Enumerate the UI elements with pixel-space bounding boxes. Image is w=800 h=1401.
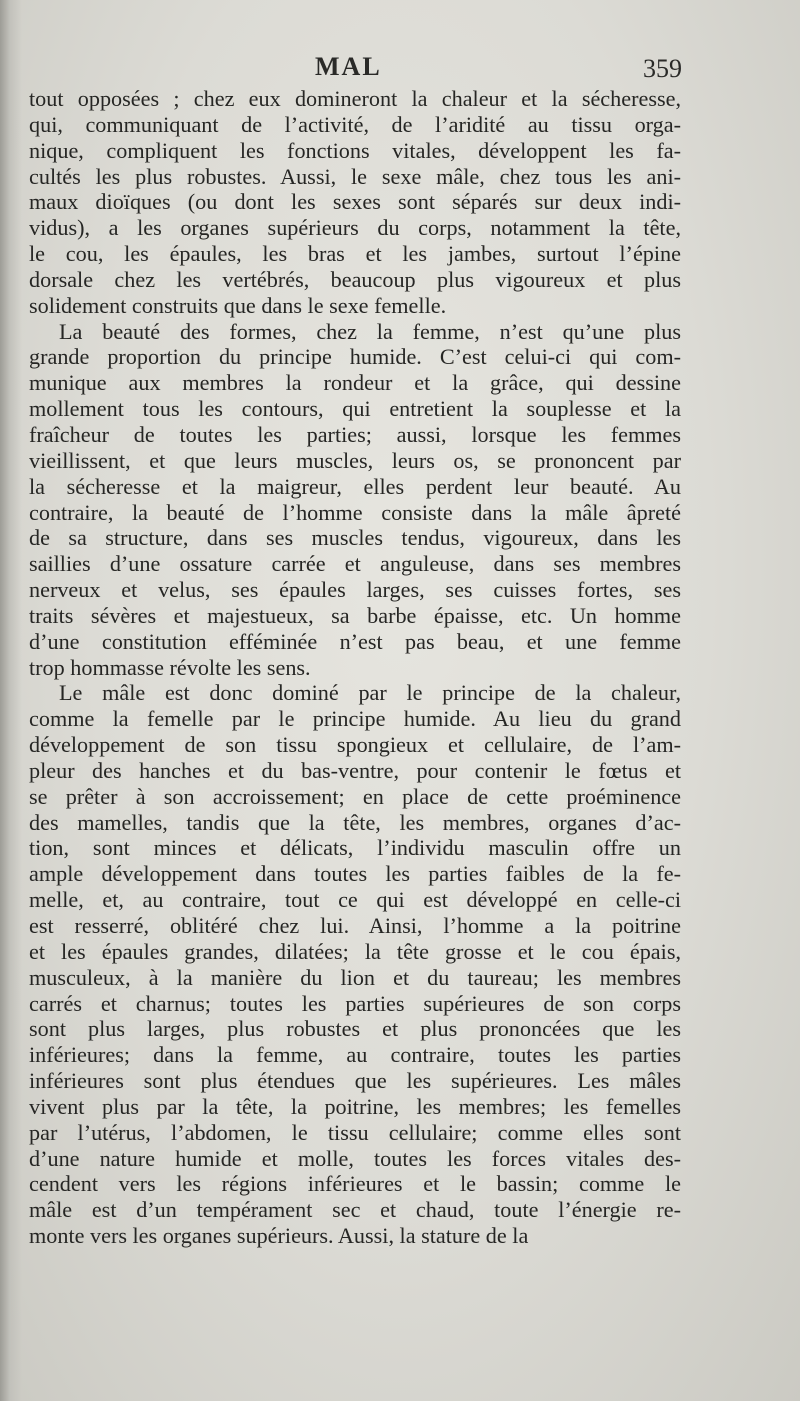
body-text (29, 86, 681, 1249)
text-line: inférieures; dans la femme, au contraire, toutes les parties (29, 1042, 681, 1068)
text-line: développement de son tissu spongieux et cellulaire, de l’am- (29, 732, 681, 758)
text-line: vidus), a les organes supérieurs du corps, notamment la tête, (29, 215, 681, 241)
text-line: traits sévères et majestueux, sa barbe épaisse, etc. Un homme (29, 602, 681, 628)
text-line: par l’utérus, l’abdomen, le tissu cellulaire; comme elles sont (29, 1119, 681, 1145)
text-line: nerveux et velus, ses épaules larges, ses cuisses fortes, ses (29, 577, 681, 603)
text-line: nique, compliquent les fonctions vitales, développent les fa- (29, 137, 681, 163)
text-line: sont plus larges, plus robustes et plus prononcées que les (29, 1016, 681, 1042)
text-line: mâle est d’un tempérament sec et chaud, toute l’énergie re- (29, 1197, 681, 1223)
text-line: munique aux membres la rondeur et la grâce, qui dessine (29, 370, 681, 396)
text-line: comme la femelle par le principe humide. Au lieu du grand (29, 706, 681, 732)
text-line: Le mâle est donc dominé par le principe de la chaleur, (59, 680, 681, 706)
paragraph (29, 680, 681, 1249)
text-line: vieillissent, et que leurs muscles, leurs os, se prononcent par (29, 447, 681, 473)
text-line: trop hommasse révolte les sens. (29, 654, 311, 680)
text-line: et les épaules grandes, dilatées; la tête grosse et le cou épais, (29, 938, 681, 964)
gutter-shadow (0, 0, 22, 1401)
text-line: tout opposées ; chez eux domineront la chaleur et la sécheresse, (29, 86, 681, 111)
paragraph (29, 319, 681, 681)
text-line: pleur des hanches et du bas-ventre, pour contenir le fœtus et (29, 757, 681, 783)
text-line: inférieures sont plus étendues que les supérieures. Les mâles (29, 1068, 681, 1094)
text-line: contraire, la beauté de l’homme consiste dans la mâle âpreté (29, 499, 681, 525)
text-line: solidement construits que dans le sexe femelle. (29, 292, 447, 318)
text-line: La beauté des formes, chez la femme, n’est qu’une plus (59, 318, 681, 344)
page-number: 359 (643, 54, 682, 83)
paragraph (29, 86, 681, 319)
text-line: monte vers les organes supérieurs. Aussi, la stature de la (29, 1223, 529, 1249)
text-line: tion, sont minces et délicats, l’individu masculin offre un (29, 835, 681, 861)
text-line: cultés les plus robustes. Aussi, le sexe mâle, chez tous les ani- (29, 163, 681, 189)
text-line: le cou, les épaules, les bras et les jambes, surtout l’épine (29, 241, 681, 267)
text-line: ample développement dans toutes les parties faibles de la fe- (29, 861, 681, 887)
page-header (0, 52, 800, 88)
text-line: de sa structure, dans ses muscles tendus, vigoureux, dans les (29, 525, 681, 551)
text-line: mollement tous les contours, qui entretient la souplesse et la (29, 396, 681, 422)
running-head: MAL (315, 52, 382, 81)
text-line: la sécheresse et la maigreur, elles perdent leur beauté. Au (29, 473, 681, 499)
text-line: des mamelles, tandis que la tête, les membres, organes d’ac- (29, 809, 681, 835)
text-line: cendent vers les régions inférieures et le bassin; comme le (29, 1171, 681, 1197)
text-line: dorsale chez les vertébrés, beaucoup plus vigoureux et plus (29, 266, 681, 292)
text-line: carrés et charnus; toutes les parties supérieures de son corps (29, 990, 681, 1016)
text-line: grande proportion du principe humide. C’est celui-ci qui com- (29, 344, 681, 370)
text-line: musculeux, à la manière du lion et du taureau; les membres (29, 964, 681, 990)
text-line: vivent plus par la tête, la poitrine, les membres; les femelles (29, 1093, 681, 1119)
text-line: saillies d’une ossature carrée et anguleuse, dans ses membres (29, 551, 681, 577)
text-line: maux dioïques (ou dont les sexes sont séparés sur deux indi- (29, 189, 681, 215)
text-line: fraîcheur de toutes les parties; aussi, lorsque les femmes (29, 421, 681, 447)
text-line: est resserré, oblitéré chez lui. Ainsi, l’homme a la poitrine (29, 913, 681, 938)
text-line: qui, communiquant de l’activité, de l’aridité au tissu orga- (29, 111, 681, 137)
text-line: melle, et, au contraire, tout ce qui est développé en celle-ci (29, 887, 681, 913)
text-line: se prêter à son accroissement; en place de cette proéminence (29, 783, 681, 809)
text-line: d’une nature humide et molle, toutes les forces vitales des- (29, 1145, 681, 1171)
text-line: d’une constitution efféminée n’est pas beau, et une femme (29, 628, 681, 654)
